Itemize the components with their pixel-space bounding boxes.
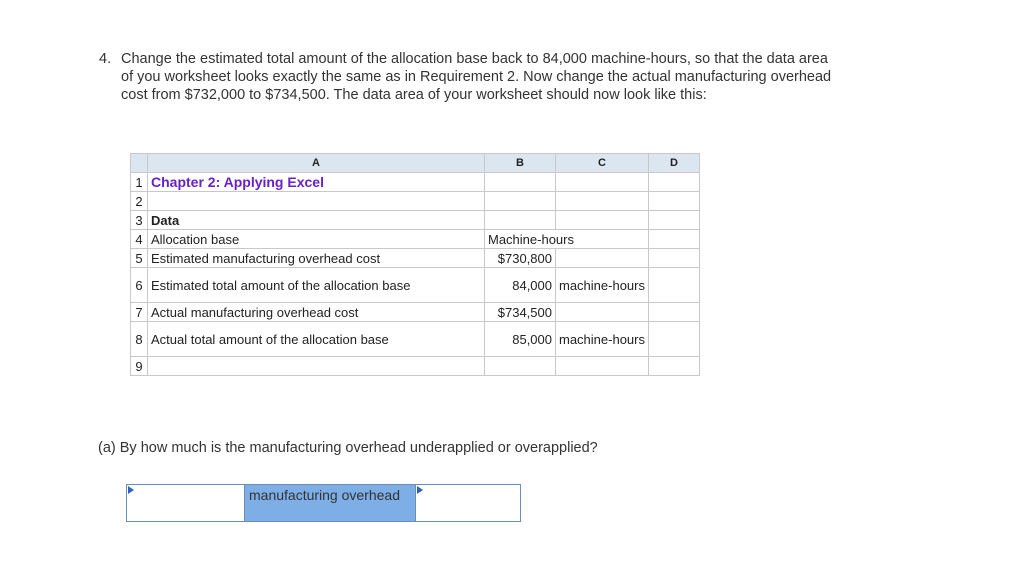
table-row (131, 173, 700, 192)
cell-a9 (148, 357, 485, 376)
estimated-base-label: Estimated total amount of the allocation base (148, 268, 485, 303)
cell-c2 (556, 192, 649, 211)
table-row (131, 303, 700, 322)
cell-d1 (649, 173, 700, 192)
column-header-d: D (649, 154, 700, 173)
corner-cell (131, 154, 148, 173)
cell-c7 (556, 303, 649, 322)
sheet-title-cell: Chapter 2: Applying Excel (148, 173, 485, 192)
column-header-row (131, 154, 700, 173)
spreadsheet-table (130, 153, 700, 376)
cell-c1 (556, 173, 649, 192)
column-header-c: C (556, 154, 649, 173)
cell-b1 (485, 173, 556, 192)
status-dropdown[interactable] (415, 484, 521, 522)
row-number: 4 (131, 230, 148, 249)
cell-c3 (556, 211, 649, 230)
row-number: 8 (131, 322, 148, 357)
cell-b3 (485, 211, 556, 230)
table-row (131, 192, 700, 211)
cell-d8 (649, 322, 700, 357)
question-text-block (99, 50, 839, 104)
cell-d5 (649, 249, 700, 268)
cell-d9 (649, 357, 700, 376)
table-row (131, 230, 700, 249)
row-number: 9 (131, 357, 148, 376)
row-number: 1 (131, 173, 148, 192)
estimated-overhead-label: Estimated manufacturing overhead cost (148, 249, 485, 268)
cell-d6 (649, 268, 700, 303)
row-number: 2 (131, 192, 148, 211)
sub-question-text: (a) By how much is the manufacturing overhead underapplied or overapplied? (98, 440, 598, 456)
cell-d2 (649, 192, 700, 211)
cell-b9 (485, 357, 556, 376)
cell-d3 (649, 211, 700, 230)
amount-input[interactable] (126, 484, 245, 522)
overhead-dropdown[interactable] (244, 484, 416, 522)
estimated-base-unit: machine-hours (556, 268, 649, 303)
question-body: Change the estimated total amount of the allocation base back to 84,000 machine-hours, so that the data area of you worksheet looks exactly the same as in Requirement 2. Now change the actual manufacturing overhead cost from $732,000 to $734,500. The data area of your worksheet should now look like this: (121, 51, 832, 103)
question-number: 4. (99, 51, 112, 67)
column-header-b: B (485, 154, 556, 173)
estimated-overhead-value: $730,800 (485, 249, 556, 268)
allocation-base-label: Allocation base (148, 230, 485, 249)
input-flag-icon (128, 486, 134, 494)
row-number: 6 (131, 268, 148, 303)
cell-d7 (649, 303, 700, 322)
actual-base-value: 85,000 (485, 322, 556, 357)
table-row (131, 249, 700, 268)
table-row (131, 268, 700, 303)
cell-b2 (485, 192, 556, 211)
table-row (131, 211, 700, 230)
actual-overhead-label: Actual manufacturing overhead cost (148, 303, 485, 322)
row-number: 5 (131, 249, 148, 268)
column-header-a: A (148, 154, 485, 173)
actual-overhead-value: $734,500 (485, 303, 556, 322)
data-heading-cell: Data (148, 211, 485, 230)
table-row (131, 357, 700, 376)
actual-base-unit: machine-hours (556, 322, 649, 357)
dropdown-flag-icon (417, 486, 423, 494)
actual-base-label: Actual total amount of the allocation base (148, 322, 485, 357)
cell-c9 (556, 357, 649, 376)
row-number: 3 (131, 211, 148, 230)
allocation-base-value: Machine-hours (485, 230, 649, 249)
row-number: 7 (131, 303, 148, 322)
estimated-base-value: 84,000 (485, 268, 556, 303)
cell-c5 (556, 249, 649, 268)
overhead-dropdown-value: manufacturing overhead (249, 487, 400, 503)
table-row (131, 322, 700, 357)
cell-d4 (649, 230, 700, 249)
cell-a2 (148, 192, 485, 211)
